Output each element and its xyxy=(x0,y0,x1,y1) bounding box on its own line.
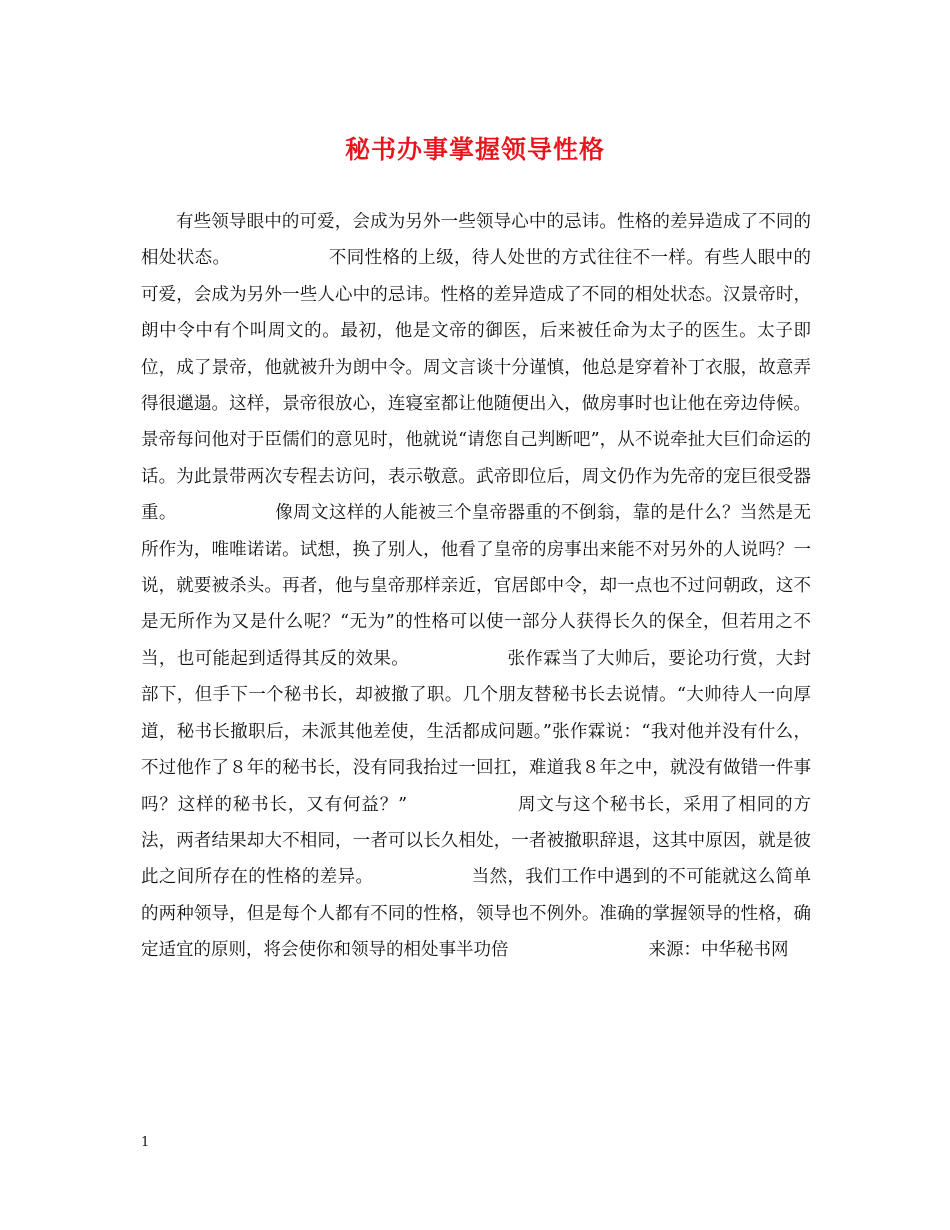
document-title: 秘书办事掌握领导性格 xyxy=(344,135,605,164)
page-number: 1 xyxy=(141,1135,150,1150)
document-body: 有些领导眼中的可爱，会成为另外一些领导心中的忌讳。性格的差异造成了不同的相处状态。 不同性格的上级，待人处世的方式往往不一样。有些人眼中的可爱，会成为另外一些人心中的忌讳。性格的差异造成了不同的相处状态。汉景帝时，朗中令中有个叫周文的。最初，他是文帝的御医，后来被任命为太子的医生。太子即位，成了景帝，他就被升为朗中令。周文言谈十分谨慎，他总是穿着补丁衣服，故意弄得很邋遢。这样，景帝很放心，连寝室都让他随便出入，做房事时也让他在旁边侍候。景帝每问他对于臣儒们的意见时，他就说“请您自己判断吧”，从不说牵扯大巨们命运的话。为此景带两次专程去访问，表示敬意。武帝即位后，周文仍作为先帝的宠巨很受器重。 像周文这样的人能被三个皇帝器重的不倒翁，靠的是什么？当然是无所作为，唯唯诺诺。试想，换了别人，他看了皇帝的房事出来能不对另外的人说吗？一说，就要被杀头。再者，他与皇帝那样亲近，官居郎中令，却一点也不过问朝政，这不是无所作为又是什么呢？“无为”的性格可以使一部分人获得长久的保全，但若用之不当，也可能起到适得其反的效果。 张作霖当了大帅后，要论功行赏，大封部下，但手下一个秘书长，却被撤了职。几个朋友替秘书长去说情。“大帅待人一向厚道，秘书长撤职后，未派其他差使，生活都成问题。”张作霖说：“我对他并没有什么，不过他作了８年的秘书长，没有同我抬过一回扛，难道我８年之中，就没有做错一件事吗？这样的秘书长，又有何益？” 周文与这个秘书长，采用了相同的方法，两者结果却大不相同，一者可以长久相处，一者被撤职辞退，这其中原因，就是彼此之间所存在的性格的差异。 当然，我们工作中遇到的不可能就这么简单的两种领导，但是每个人都有不同的性格，领导也不例外。准确的掌握领导的性格，确定适宜的原则，将会使你和领导的相处事半功倍 来源：中华秘书网 xyxy=(141,212,811,961)
